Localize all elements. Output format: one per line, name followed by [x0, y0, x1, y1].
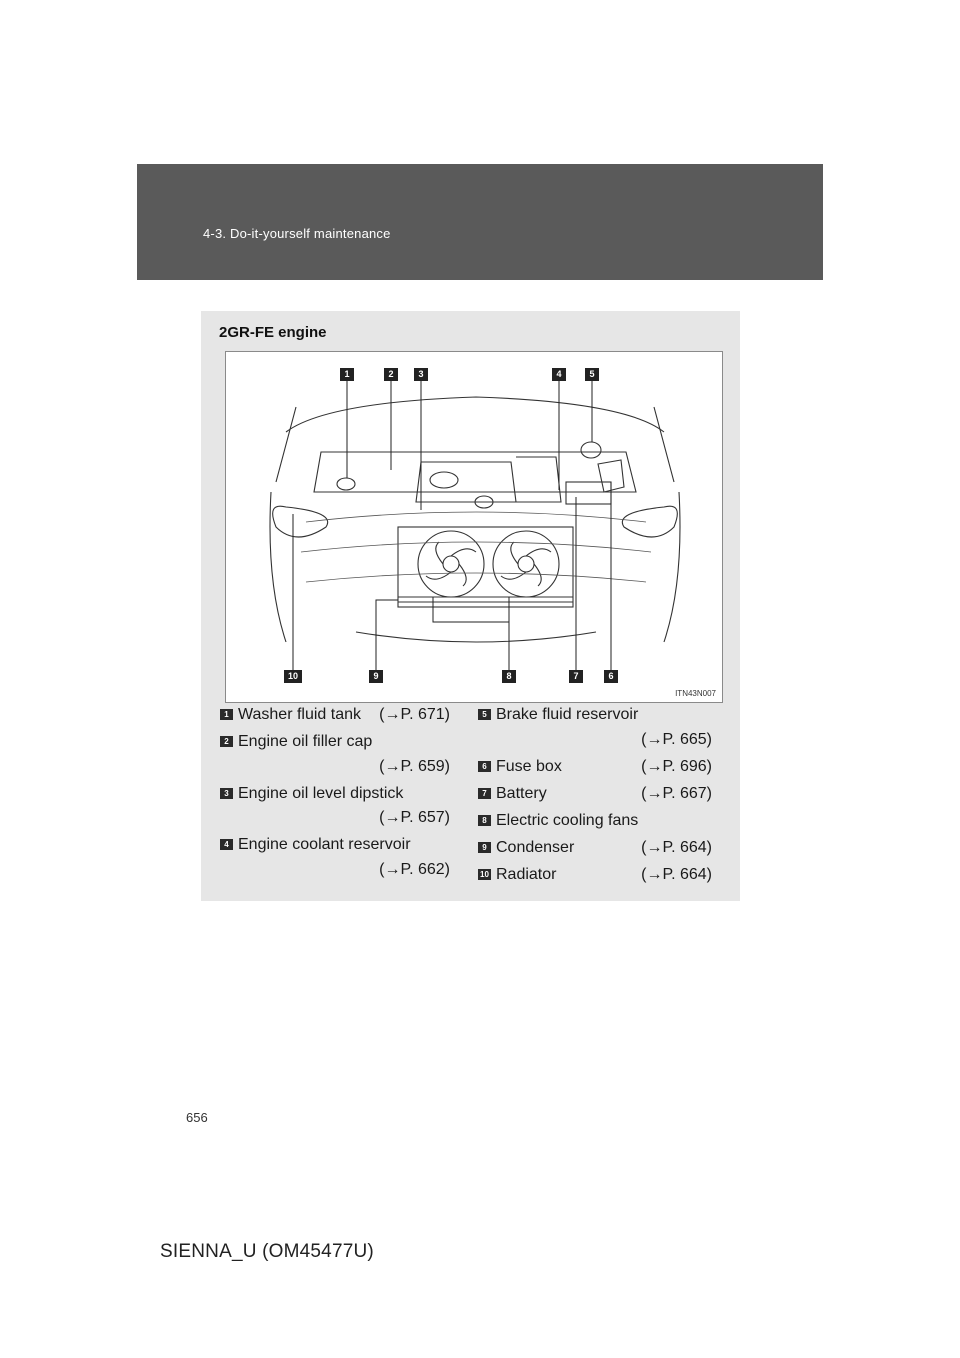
fan-left — [418, 531, 484, 597]
battery-shape — [566, 482, 611, 504]
legend-label: Washer fluid tank — [238, 706, 362, 723]
legend-item — [220, 703, 450, 728]
legend-label: Battery — [496, 784, 547, 802]
legend-item — [478, 863, 712, 888]
hood-edge — [286, 397, 664, 432]
emblem — [430, 472, 458, 488]
legend-number: 5 — [478, 709, 491, 720]
legend-label: Engine oil level dipstick — [238, 784, 404, 802]
panel-title: 2GR-FE engine — [219, 324, 327, 341]
legend-item — [478, 703, 712, 752]
legend-label: Electric cooling fans — [496, 811, 639, 829]
callout-5: 5 — [585, 368, 599, 381]
callout-1: 1 — [340, 368, 354, 381]
figure-code: ITN43N007 — [675, 689, 716, 698]
legend-ref: (→P. 664) — [641, 838, 712, 856]
callout-7: 7 — [569, 670, 583, 683]
legend-item — [478, 755, 712, 780]
legend-number: 7 — [478, 788, 491, 799]
legend-item — [220, 833, 450, 882]
legend-number: 8 — [478, 815, 491, 826]
legend-right — [478, 703, 712, 890]
legend-ref: (→P. 662) — [379, 860, 450, 878]
section-label: 4-3. Do-it-yourself maintenance — [203, 226, 391, 241]
legend-number: 4 — [220, 839, 233, 850]
legend-ref: (→P. 665) — [641, 730, 712, 748]
legend-label: Engine coolant reservoir — [238, 836, 411, 853]
callout-10: 10 — [284, 670, 302, 683]
legend-ref: (→P. 667) — [641, 784, 712, 802]
legend-item — [478, 782, 712, 807]
legend-item — [220, 782, 450, 831]
condenser-fins — [398, 597, 573, 602]
washer-cap-shape — [337, 478, 355, 490]
right-headlight — [622, 506, 677, 537]
intake — [516, 457, 561, 502]
document-id: SIENNA_U (OM45477U) — [160, 1241, 374, 1262]
grille-lines — [301, 512, 651, 582]
header-band — [137, 164, 823, 280]
legend-ref: (→P. 659) — [379, 757, 450, 775]
legend-item — [220, 730, 450, 779]
callout-2: 2 — [384, 368, 398, 381]
callout-8: 8 — [502, 670, 516, 683]
legend-label: Brake fluid reservoir — [496, 706, 639, 723]
engine-figure — [225, 351, 723, 703]
legend-number: 10 — [478, 869, 491, 880]
brake-reservoir-shape — [581, 442, 601, 458]
left-headlight — [273, 506, 328, 537]
legend-left — [220, 703, 450, 885]
hood-struts — [276, 407, 674, 482]
legend-number: 6 — [478, 761, 491, 772]
legend-label: Fuse box — [496, 757, 562, 775]
engine-panel — [201, 311, 740, 901]
legend-number: 9 — [478, 842, 491, 853]
legend-label: Radiator — [496, 865, 557, 883]
legend-number: 3 — [220, 788, 233, 799]
legend-item — [478, 809, 712, 834]
legend-ref: (→P. 657) — [379, 809, 450, 826]
callout-9: 9 — [369, 670, 383, 683]
engine-illustration — [226, 352, 723, 703]
legend-ref: (→P. 696) — [641, 757, 712, 775]
legend-label: Condenser — [496, 838, 575, 856]
legend-ref: (→P. 671) — [379, 706, 450, 723]
page-number: 656 — [186, 1110, 208, 1125]
legend-ref: (→P. 664) — [641, 865, 712, 883]
callout-4: 4 — [552, 368, 566, 381]
fan-right — [493, 531, 559, 597]
callout-3: 3 — [414, 368, 428, 381]
fender-lines — [270, 492, 680, 642]
legend-number: 1 — [220, 709, 233, 720]
legend-number: 2 — [220, 736, 233, 747]
legend-label: Engine oil filler cap — [238, 733, 373, 750]
bumper-line — [356, 632, 596, 642]
legend-item — [478, 836, 712, 861]
callout-6: 6 — [604, 670, 618, 683]
